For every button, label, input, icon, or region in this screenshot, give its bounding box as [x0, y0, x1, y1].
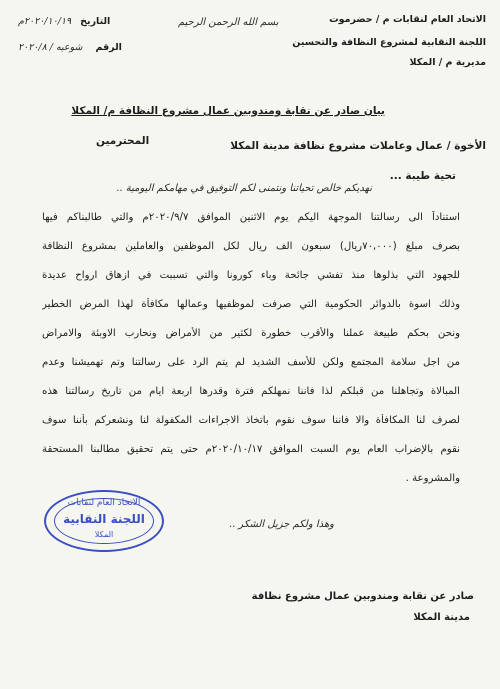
body-line-5: ونحن بحكم طبيعة عملنا والأقرب خطورة لكثير من الأمراض ونحارب الاوبئة والامراض: [42, 328, 460, 339]
greeting: تحية طيبة ...: [389, 170, 456, 182]
ref-value: شوعيه / ٢٠٢٠/٨: [18, 42, 83, 53]
signature-line-2: مدينة المكلا: [413, 612, 470, 623]
body-line-6: من اجل سلامة المجتمع ولكن للأسف الشديد لم يتم الرد على رسالتنا وتم تهميشنا وعدم: [42, 357, 460, 368]
header-directorate: مديرية م / المكلا: [409, 57, 486, 68]
letter-title: بيان صادر عن نقابة ومندوبين عمال مشروع النظافة م/ المكلا: [71, 105, 385, 117]
body-line-1: استناداً الى رسالتنا الموجهة اليكم يوم الاثنين الموافق ٢٠٢٠/٩/٧م والتي طالبناكم فيها: [42, 212, 460, 223]
header-committee: اللجنة النقابية لمشروع النظافة والتحسين: [292, 37, 486, 48]
respected: المحترمين: [96, 135, 150, 147]
body-line-8: لصرف لنا المكافأة والا فاننا سوف نقوم باتخاذ الاجراءات المكفولة لنا ونشعركم بأننا سوف: [42, 415, 460, 426]
body-line-4: وذلك اسوة بالدوائر الحكومية التي صرفت لموظفيها وعمالها مكافأة لهذا المرض الخطير: [42, 299, 460, 310]
closing-line: وهذا ولكم جزيل الشكر ..: [228, 519, 334, 530]
header-union: الاتحاد العام لنقابات م / حضرموت: [329, 14, 486, 25]
stamp-ring-text: الاتحاد العام لنقابات: [67, 498, 141, 508]
signature-line-1: صادر عن نقابة ومندوبين عمال مشروع نظافة: [251, 591, 474, 602]
ref-label: الرقم: [95, 42, 122, 53]
date-value: ٢٠٢٠/١٠/١٩م: [18, 16, 72, 27]
union-stamp: [44, 490, 164, 552]
date-label: التاريخ: [80, 16, 111, 27]
body-line-2: بصرف مبلغ (٧٠,٠٠٠ريال) سبعون الف ريال لكل الموظفين والعاملين بمشروع النظافة: [42, 241, 460, 252]
body-line-10: والمشروعة .: [405, 473, 460, 484]
stamp-bottom-text: المكلا: [94, 530, 114, 539]
stamp-center-text: اللجنة النقابية: [63, 512, 145, 526]
body-line-7: المبالاة وتجاهلنا من قبلكم لذا فاننا نمهلكم فترة وقدرها اربعة ايام من تاريخ رسالتنا هذه: [42, 386, 460, 397]
basmala: بسم الله الرحمن الرحيم: [178, 17, 279, 28]
ref-field: [18, 42, 122, 53]
body-line-9: نقوم بالإضراب العام يوم السبت الموافق ٢٠٢٠/١٠/١٧م حتى يتم تحقيق مطالبنا المستحقة: [42, 444, 460, 455]
date-field: [18, 16, 110, 27]
opening-line: نهديكم خالص تحياتنا ونتمنى لكم التوفيق في مهامكم اليومية ..: [116, 183, 372, 194]
addressee: الأخوة / عمال وعاملات مشروع نظافة مدينة المكلا: [230, 140, 486, 152]
body-line-3: للجهود التي بذلوها منذ تفشي جائحة وباء كورونا والتي تسببت في ازهاق ارواح عديدة: [42, 270, 460, 281]
